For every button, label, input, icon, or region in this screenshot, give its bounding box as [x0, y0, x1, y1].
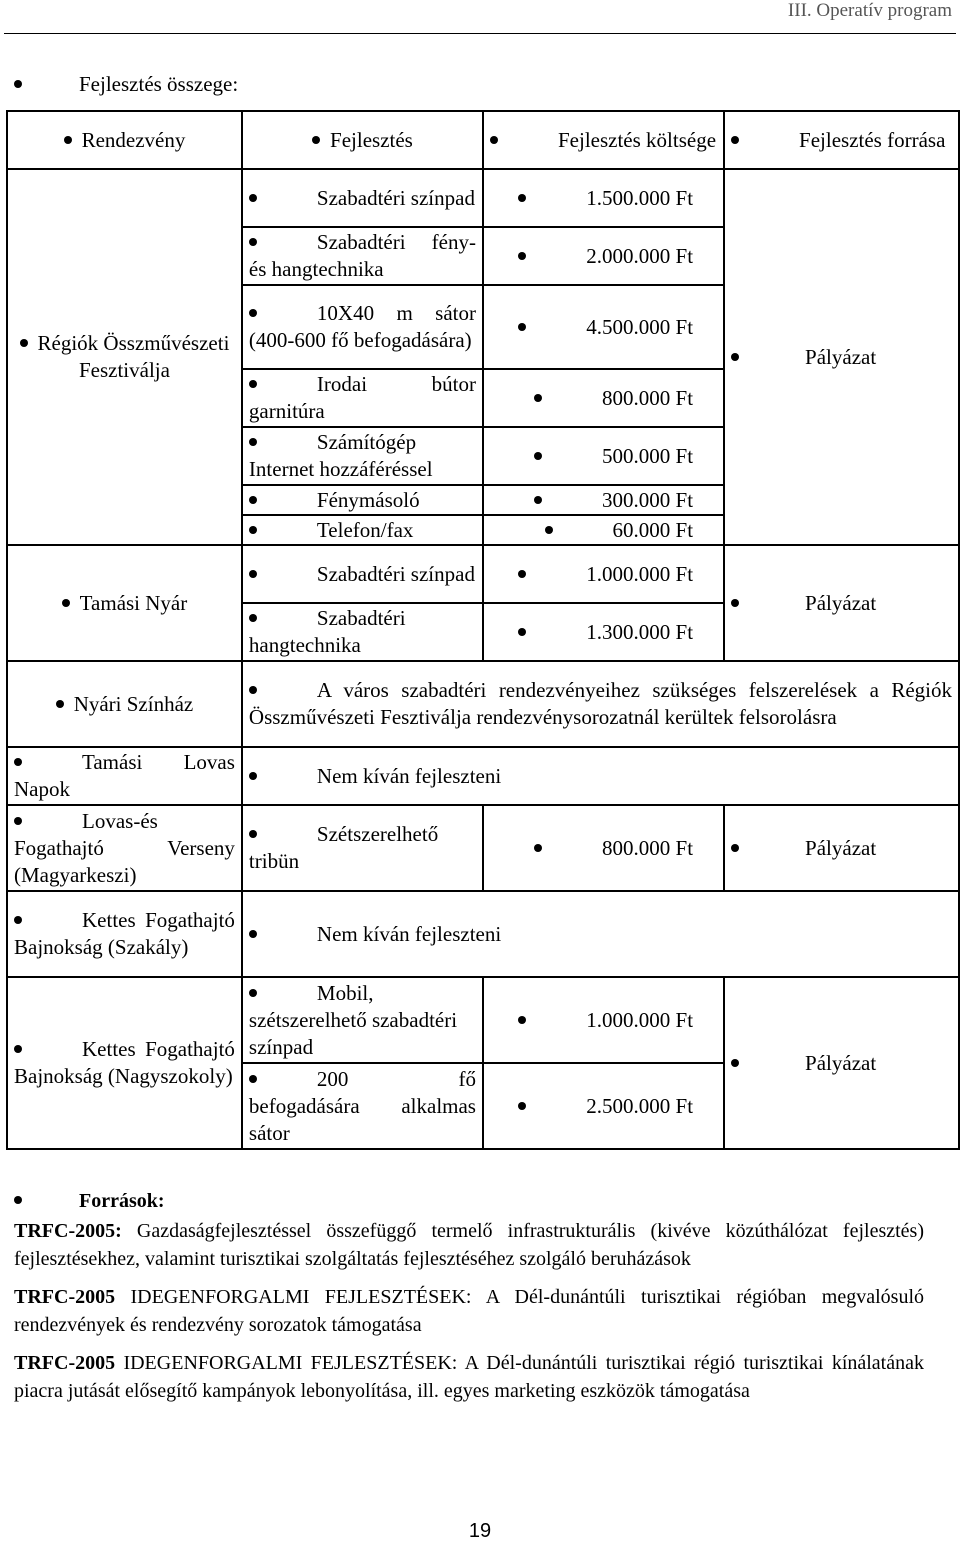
bullet-icon: [534, 836, 602, 860]
source-paragraph: TRFC-2005 IDEGENFORGALMI FEJLESZTÉSEK: A Dél-dunántúli turisztikai régióban megvalósuló rendezvények és rendezvény sorozatok támogatása: [14, 1286, 924, 1336]
header-divider: [4, 33, 956, 34]
bullet-icon: [14, 809, 82, 833]
item-cell: Telefon/fax: [242, 515, 483, 545]
cost-cell: 2.500.000 Ft: [483, 1063, 724, 1149]
bullet-icon: [518, 244, 586, 268]
cost-cell: 2.000.000 Ft: [483, 227, 724, 285]
cost-cell: 800.000 Ft: [483, 805, 724, 891]
sources-title: Források:: [14, 1187, 924, 1215]
event-cell: Nyári Színház: [7, 661, 242, 747]
bullet-icon: [249, 922, 317, 946]
bullet-icon: [249, 822, 317, 846]
bullet-icon: [249, 981, 317, 1005]
cost-cell: 1.500.000 Ft: [483, 169, 724, 227]
bullet-icon: [56, 692, 74, 716]
event-cell: Lovas-és Fogathajtó Verseny (Magyarkeszi): [7, 805, 242, 891]
development-table: [6, 110, 960, 1150]
note-cell: Nem kíván fejleszteni: [242, 891, 959, 977]
bullet-icon: [731, 128, 799, 152]
bullet-icon: [249, 372, 317, 396]
sources-section: [14, 1187, 924, 1415]
bullet-icon: [249, 606, 317, 630]
cost-cell: 60.000 Ft: [483, 515, 724, 545]
bullet-icon: [249, 678, 317, 702]
event-cell: Tamási Lovas Napok: [7, 747, 242, 805]
table-row: [7, 169, 959, 227]
item-cell: Szabadtéri színpad: [242, 545, 483, 603]
bullet-icon: [518, 1008, 586, 1032]
cost-cell: 500.000 Ft: [483, 427, 724, 485]
item-cell: Szabadtéri színpad: [242, 169, 483, 227]
item-cell: Számítógép Internet hozzáféréssel: [242, 427, 483, 485]
header-event: Rendezvény: [7, 111, 242, 169]
section-title: Fejlesztés összege:: [14, 72, 238, 97]
cost-cell: 1.000.000 Ft: [483, 977, 724, 1063]
bullet-icon: [249, 230, 317, 254]
source-paragraph: TRFC-2005: Gazdaságfejlesztéssel összefüggő termelő infrastrukturális (kivéve közúthálózat fejlesztés) fejlesztésekhez, valamint turisztikai szolgáltatás fejlesztéséhez szolgáló beruházások: [14, 1220, 924, 1270]
item-cell: 10X40 m sátor (400-600 fő befogadására): [242, 285, 483, 369]
table-row: [7, 661, 959, 747]
bullet-icon: [249, 518, 317, 542]
bullet-icon: [62, 591, 80, 615]
bullet-icon: [518, 315, 586, 339]
bullet-icon: [534, 444, 602, 468]
item-cell: Szabadtéri hangtechnika: [242, 603, 483, 661]
source-cell: Pályázat: [724, 977, 959, 1149]
bullet-icon: [490, 128, 558, 152]
cost-cell: 300.000 Ft: [483, 485, 724, 515]
event-cell: Régiók Összművészeti Fesztiválja: [7, 169, 242, 545]
event-cell: Tamási Nyár: [7, 545, 242, 661]
header-source: Fejlesztés forrása: [724, 111, 959, 169]
bullet-icon: [249, 764, 317, 788]
cost-cell: 800.000 Ft: [483, 369, 724, 427]
bullet-icon: [249, 488, 317, 512]
source-paragraph: TRFC-2005 IDEGENFORGALMI FEJLESZTÉSEK: A Dél-dunántúli turisztikai régió turisztikai kínálatának piacra jutását elősegítő kampányok lebonyolítása, ill. egyes marketing eszközök támogatása: [14, 1352, 924, 1402]
bullet-icon: [518, 562, 586, 586]
bullet-icon: [731, 836, 805, 860]
header-development: Fejlesztés: [242, 111, 483, 169]
bullet-icon: [249, 186, 317, 210]
bullet-icon: [534, 488, 602, 512]
bullet-icon: [20, 331, 38, 355]
source-cell: Pályázat: [724, 805, 959, 891]
event-cell: Kettes Fogathajtó Bajnokság (Nagyszokoly): [7, 977, 242, 1149]
item-cell: 200 fő befogadására alkalmas sátor: [242, 1063, 483, 1149]
cost-cell: 1.300.000 Ft: [483, 603, 724, 661]
note-cell: Nem kíván fejleszteni: [242, 747, 959, 805]
bullet-icon: [249, 562, 317, 586]
item-cell: Irodai bútor garnitúra: [242, 369, 483, 427]
source-cell: Pályázat: [724, 545, 959, 661]
bullet-icon: [14, 72, 79, 96]
bullet-icon: [545, 518, 613, 542]
page-number: 19: [468, 1520, 492, 1542]
header-cost: Fejlesztés költsége: [483, 111, 724, 169]
item-cell: Szétszerelhető tribün: [242, 805, 483, 891]
cost-cell: 4.500.000 Ft: [483, 285, 724, 369]
note-cell: A város szabadtéri rendezvényeihez szükséges felszerelések a Régiók Összművészeti Fesztiválja rendezvénysorozatnál kerültek felsorolásra: [242, 661, 959, 747]
bullet-icon: [312, 128, 330, 152]
item-cell: Fénymásoló: [242, 485, 483, 515]
bullet-icon: [518, 620, 586, 644]
table-row: [7, 747, 959, 805]
item-cell: Mobil, szétszerelhető szabadtéri színpad: [242, 977, 483, 1063]
source-cell: Pályázat: [724, 169, 959, 545]
bullet-icon: [249, 430, 317, 454]
table-row: [7, 805, 959, 891]
bullet-icon: [534, 386, 602, 410]
table-row: [7, 545, 959, 603]
bullet-icon: [518, 1094, 586, 1118]
bullet-icon: [14, 908, 82, 932]
bullet-icon: [14, 1037, 82, 1061]
cost-cell: 1.000.000 Ft: [483, 545, 724, 603]
bullet-icon: [14, 1190, 79, 1212]
table-header-row: [7, 111, 959, 169]
item-cell: Szabadtéri fény- és hangtechnika: [242, 227, 483, 285]
bullet-icon: [249, 1067, 317, 1091]
bullet-icon: [731, 591, 805, 615]
bullet-icon: [518, 186, 586, 210]
bullet-icon: [731, 345, 805, 369]
table-row: [7, 977, 959, 1063]
event-cell: Kettes Fogathajtó Bajnokság (Szakály): [7, 891, 242, 977]
bullet-icon: [64, 128, 82, 152]
running-header: III. Operatív program: [787, 0, 952, 21]
bullet-icon: [14, 750, 82, 774]
table-row: [7, 891, 959, 977]
bullet-icon: [731, 1051, 805, 1075]
bullet-icon: [249, 301, 317, 325]
